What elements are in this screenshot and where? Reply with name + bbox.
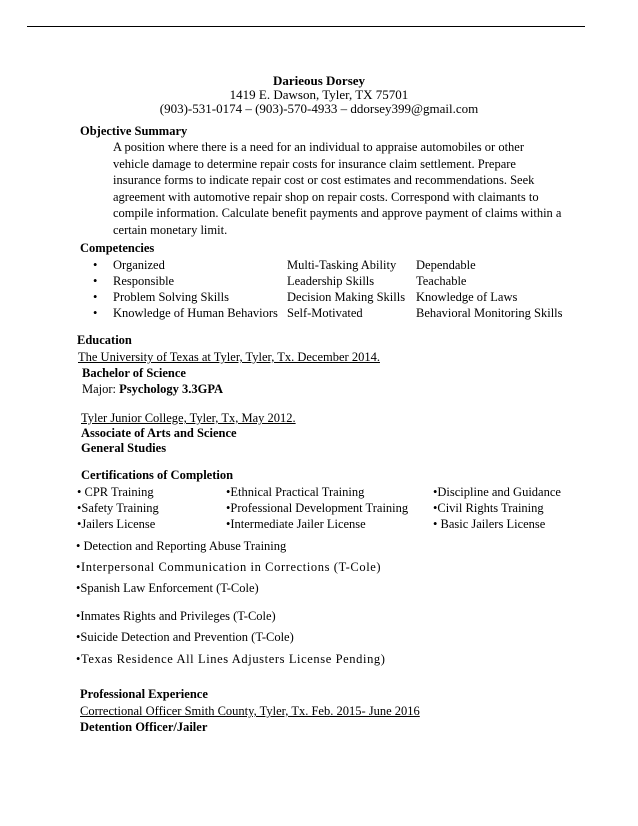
competency-item: Teachable <box>416 274 467 288</box>
cert-item: • CPR Training <box>77 485 154 499</box>
cert-item: •Intermediate Jailer License <box>226 517 366 531</box>
cert-extra-item: •Inmates Rights and Privileges (T-Cole) <box>76 609 276 623</box>
competency-item: • Responsible <box>113 273 278 289</box>
cert-item: •Professional Development Training <box>226 501 409 515</box>
degree-1: Bachelor of Science <box>82 366 186 380</box>
cert-extra-item: •Texas Residence All Lines Adjusters License Pending) <box>76 652 386 666</box>
degree-2: Associate of Arts and Science <box>81 426 237 440</box>
competency-item: Decision Making Skills <box>287 290 406 304</box>
experience-heading: Professional Experience <box>80 687 208 701</box>
competency-item: Knowledge of Laws <box>416 290 518 304</box>
school-1: The University of Texas at Tyler, Tyler, Tx. December 2014. <box>78 350 380 364</box>
objective-line: vehicle damage to determine repair costs for insurance claim settlement. Prepare <box>113 156 516 171</box>
cert-col1 <box>77 484 159 532</box>
cert-item: •Jailers License <box>77 517 156 531</box>
applicant-name: Darieous Dorsey <box>272 73 366 88</box>
objective-line: certain monetary limit. <box>113 222 228 237</box>
applicant-address: 1419 E. Dawson, Tyler, TX 75701 <box>229 87 409 102</box>
objective-line: compile information. Calculate benefit payments and approve payment of claims within a <box>113 206 562 221</box>
competencies-col3 <box>416 257 563 321</box>
major-value: Psychology 3.3GPA <box>119 382 224 396</box>
cert-extra-item: •Spanish Law Enforcement (T-Cole) <box>76 581 259 595</box>
competency-item: • Organized <box>113 257 278 273</box>
cert-item: •Discipline and Guidance <box>433 485 561 499</box>
studies-2: General Studies <box>81 441 167 455</box>
objective-line: agreement with automotive repair shop on repair costs. Correspond with claimants to <box>113 189 539 204</box>
certifications-heading: Certifications of Completion <box>81 468 234 482</box>
competency-item: Dependable <box>416 258 476 272</box>
applicant-contact: (903)-531-0174 – (903)-570-4933 – ddorsey399@gmail.com <box>159 101 479 116</box>
cert-extra-item: • Detection and Reporting Abuse Training <box>76 539 287 553</box>
education-heading: Education <box>77 333 132 347</box>
job-1-title: Detention Officer/Jailer <box>80 720 208 734</box>
competencies-col1 <box>113 257 278 321</box>
competencies-col2 <box>287 257 405 321</box>
cert-col2 <box>226 484 408 532</box>
cert-extra-item: •Suicide Detection and Prevention (T-Cole) <box>76 630 294 644</box>
cert-col3 <box>433 484 561 532</box>
cert-item: •Ethnical Practical Training <box>226 485 365 499</box>
objective-text <box>113 139 568 239</box>
cert-item: •Civil Rights Training <box>433 501 544 515</box>
top-rule <box>27 26 585 27</box>
competency-item: • Problem Solving Skills <box>113 289 278 305</box>
major <box>82 382 223 397</box>
job-1: Correctional Officer Smith County, Tyler, Tx. Feb. 2015- June 2016 <box>80 704 420 718</box>
competency-item: Behavioral Monitoring Skills <box>416 306 563 320</box>
competency-item: Leadership Skills <box>287 274 375 288</box>
objective-heading: Objective Summary <box>80 124 188 138</box>
competencies-heading: Competencies <box>80 241 155 255</box>
cert-extra-item: •Interpersonal Communication in Corrections (T-Cole) <box>76 560 382 574</box>
objective-line: A position where there is a need for an individual to appraise automobiles or other <box>113 140 524 154</box>
cert-item: •Safety Training <box>77 501 159 515</box>
school-2: Tyler Junior College, Tyler, Tx, May 2012. <box>81 411 296 425</box>
competency-item: Self-Motivated <box>287 306 363 320</box>
competency-item: Multi-Tasking Ability <box>287 258 397 272</box>
major-label: Major: <box>82 382 120 396</box>
cert-item: • Basic Jailers License <box>433 517 546 531</box>
objective-line: insurance forms to indicate repair cost or cost estimates and recommendations. Seek <box>113 173 535 188</box>
competency-item: • Knowledge of Human Behaviors <box>113 305 278 321</box>
